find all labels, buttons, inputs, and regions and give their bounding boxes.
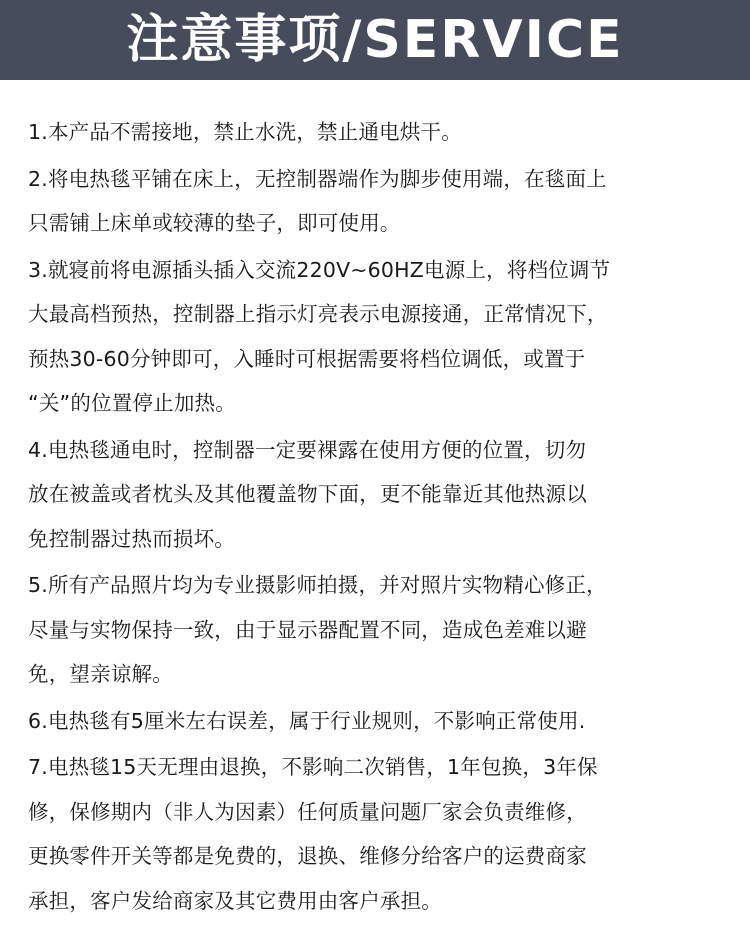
note-item-1 bbox=[28, 110, 728, 155]
note-line: 3.就寝前将电源插头插入交流220V~60HZ电源上，将档位调节 bbox=[28, 257, 611, 282]
note-line: 尽量与实物保持一致，由于显示器配置不同，造成色差难以避 bbox=[28, 617, 587, 642]
note-line: 免控制器过热而损坏。 bbox=[28, 526, 235, 551]
header-banner bbox=[0, 0, 750, 80]
note-line: 大最高档预热，控制器上指示灯亮表示电源接通，正常情况下， bbox=[28, 302, 608, 326]
note-line: 承担，客户发给商家及其它费用由客户承担。 bbox=[28, 888, 442, 913]
note-line: 更换零件开关等都是免费的，退换、维修分给客户的运费商家 bbox=[28, 844, 587, 868]
note-item-6 bbox=[28, 699, 728, 744]
note-line: 2.将电热毯平铺在床上，无控制器端作为脚步使用端，在毯面上 bbox=[28, 166, 607, 191]
note-item-4 bbox=[28, 428, 728, 562]
note-line: 7.电热毯15天无理由退换，不影响二次销售，1年包换，3年保 bbox=[28, 755, 598, 779]
note-item-3 bbox=[28, 248, 728, 426]
note-line: 只需铺上床单或较薄的垫子，即可使用。 bbox=[28, 211, 401, 235]
note-line: 6.电热毯有5厘米左右误差，属于行业规则，不影响正常使用. bbox=[28, 708, 586, 733]
note-line: 4.电热毯通电时，控制器一定要裸露在使用方便的位置，切勿 bbox=[28, 437, 587, 462]
note-line: “关”的位置停止加热。 bbox=[28, 391, 236, 415]
note-line: 放在被盖或者枕头及其他覆盖物下面，更不能靠近其他热源以 bbox=[28, 482, 587, 506]
note-item-5 bbox=[28, 563, 728, 697]
note-line: 5.所有产品照片均为专业摄影师拍摄，并对照片实物精心修正， bbox=[28, 573, 607, 597]
note-item-2 bbox=[28, 157, 728, 246]
note-line: 预热30-60分钟即可，入睡时可根据需要将档位调低，或置于 bbox=[28, 346, 586, 371]
note-item-7 bbox=[28, 745, 728, 923]
note-line: 免，望亲谅解。 bbox=[28, 662, 173, 686]
note-line: 修，保修期内（非人为因素）任何质量问题厂家会负责维修， bbox=[28, 799, 587, 824]
page-title: 注意事项/SERVICE bbox=[126, 10, 624, 70]
notes-list bbox=[28, 110, 728, 925]
note-line: 1.本产品不需接地，禁止水洗，禁止通电烘干。 bbox=[28, 120, 462, 144]
